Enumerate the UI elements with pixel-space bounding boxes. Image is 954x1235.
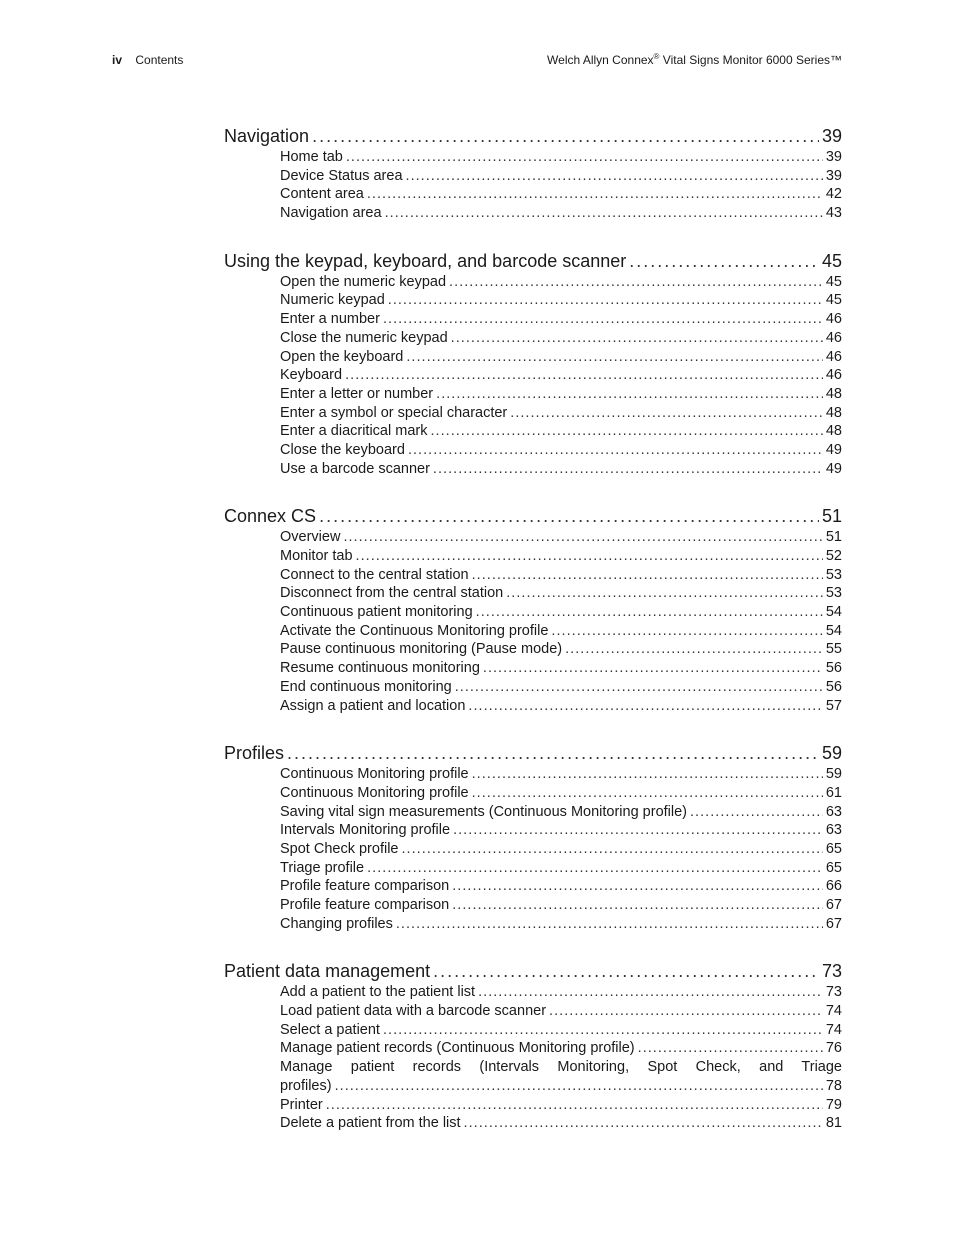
dot-leader — [406, 348, 823, 367]
page-number: iv — [112, 53, 123, 67]
entry-title: Delete a patient from the list — [280, 1115, 461, 1132]
entry-title: Resume continuous monitoring — [280, 660, 480, 677]
entry-page-number: 49 — [825, 441, 842, 458]
header-left — [112, 52, 183, 68]
entry-title: Triage profile — [280, 859, 365, 876]
dot-leader — [468, 697, 822, 716]
dot-leader — [455, 678, 823, 697]
toc-entry-row[interactable] — [280, 422, 842, 441]
toc-entry-row[interactable] — [280, 204, 842, 223]
chapter-page-number: 73 — [821, 961, 842, 982]
entry-title: Monitor tab — [280, 548, 353, 564]
chapter-title: Using the keypad, keyboard, and barcode scanner — [224, 250, 627, 271]
entry-page-number: 52 — [825, 548, 842, 564]
toc-entry-row[interactable] — [280, 821, 842, 840]
toc-chapter-row[interactable] — [224, 959, 842, 983]
dot-leader — [383, 1021, 823, 1040]
entry-page-number: 43 — [825, 205, 842, 222]
entry-title: Printer — [280, 1096, 323, 1113]
entry-page-number: 74 — [825, 1003, 842, 1020]
dot-leader — [565, 640, 823, 659]
toc-entry-row[interactable] — [280, 148, 842, 167]
entry-title: Disconnect from the central station — [280, 585, 504, 602]
toc-entry-row[interactable] — [280, 859, 842, 878]
entry-page-number: 56 — [825, 660, 842, 677]
toc-chapter-row[interactable] — [224, 504, 842, 528]
chapter-page-number: 45 — [821, 250, 842, 271]
entry-page-number: 73 — [825, 984, 842, 1001]
dot-leader — [401, 840, 822, 859]
dot-leader — [510, 404, 823, 423]
dot-leader — [629, 249, 819, 273]
entry-title: Pause continuous monitoring (Pause mode) — [280, 641, 563, 658]
toc-entry-row[interactable] — [280, 1002, 842, 1021]
dot-leader — [690, 803, 823, 822]
entry-page-number: 67 — [825, 915, 842, 932]
chapter-title: Connex CS — [224, 506, 317, 527]
entry-page-number: 49 — [825, 460, 842, 477]
entry-page-number: 45 — [825, 292, 842, 309]
dot-leader — [367, 859, 823, 878]
toc-entry-row[interactable] — [280, 366, 842, 385]
dot-leader — [551, 622, 822, 641]
toc-entry-row[interactable] — [280, 803, 842, 822]
entry-page-number: 48 — [825, 385, 842, 402]
entry-page-number: 65 — [825, 859, 842, 876]
dot-leader — [388, 291, 823, 310]
entry-title: Use a barcode scanner — [280, 460, 430, 477]
dot-leader — [346, 148, 823, 167]
dot-leader — [383, 310, 823, 329]
toc-entry-row[interactable] — [280, 185, 842, 204]
entry-title: Profile feature comparison — [280, 878, 450, 895]
entry-title: End continuous monitoring — [280, 678, 452, 695]
dot-leader — [367, 185, 823, 204]
dot-leader — [343, 528, 822, 547]
entry-page-number: 56 — [825, 678, 842, 695]
dot-leader — [464, 1114, 823, 1133]
entry-page-number: 53 — [825, 566, 842, 583]
toc-entry-row[interactable] — [280, 348, 842, 367]
entry-page-number: 51 — [825, 529, 842, 546]
toc-entry-row[interactable] — [280, 622, 842, 641]
toc-entry-row[interactable] — [280, 915, 842, 934]
toc-section — [224, 124, 842, 223]
entry-title: Enter a letter or number — [280, 385, 434, 402]
toc-entry-row[interactable] — [280, 460, 842, 479]
entry-page-number: 74 — [825, 1021, 842, 1038]
entry-page-number: 59 — [825, 766, 842, 783]
registered-mark: ® — [653, 52, 660, 61]
dot-leader — [345, 366, 823, 385]
toc-entry-row[interactable] — [280, 678, 842, 697]
dot-leader — [478, 983, 823, 1002]
entry-page-number: 42 — [825, 186, 842, 203]
dot-leader — [472, 566, 823, 585]
entry-title: Changing profiles — [280, 915, 393, 932]
toc-entry-row[interactable] — [280, 840, 842, 859]
doc-title-main: Welch Allyn Connex — [547, 53, 654, 67]
entry-page-number: 54 — [825, 622, 842, 639]
dot-leader — [319, 504, 819, 528]
toc-chapter-row[interactable] — [224, 249, 842, 273]
entry-page-number: 48 — [825, 423, 842, 440]
entry-page-number: 61 — [825, 784, 842, 801]
entry-title: Assign a patient and location — [280, 697, 466, 714]
entry-title: Enter a diacritical mark — [280, 423, 428, 440]
dot-leader — [326, 1096, 823, 1115]
dot-leader — [472, 765, 823, 784]
dot-leader — [452, 896, 823, 915]
toc-section — [224, 959, 842, 1133]
entry-title: Connect to the central station — [280, 566, 469, 583]
entry-title: Manage patient records (Intervals Monitoring, Spot Check, and Triage — [280, 1059, 842, 1076]
page-header — [112, 52, 842, 68]
dot-leader — [385, 204, 823, 223]
toc-entry-row[interactable] — [280, 329, 842, 348]
dot-leader — [638, 1039, 823, 1058]
entry-page-number: 55 — [825, 641, 842, 658]
dot-leader — [472, 784, 823, 803]
chapter-title: Patient data management — [224, 961, 431, 982]
dot-leader — [406, 167, 823, 186]
toc-entry-row[interactable] — [280, 167, 842, 186]
entry-page-number: 48 — [825, 404, 842, 421]
dot-leader — [436, 385, 823, 404]
dot-leader — [549, 1002, 823, 1021]
entry-page-number: 39 — [825, 167, 842, 184]
chapter-title: Profiles — [224, 743, 285, 764]
entry-title: Navigation area — [280, 205, 382, 222]
entry-title: Add a patient to the patient list — [280, 984, 476, 1001]
dot-leader — [506, 584, 823, 603]
entry-title: Continuous Monitoring profile — [280, 784, 469, 801]
toc-entry-row[interactable] — [280, 784, 842, 803]
entry-page-number: 53 — [825, 585, 842, 602]
toc-entry-row[interactable] — [280, 1114, 842, 1133]
table-of-contents — [224, 124, 842, 1159]
entry-page-number: 46 — [825, 311, 842, 328]
dot-leader — [396, 915, 823, 934]
toc-entry-row[interactable] — [280, 584, 842, 603]
entry-title: Continuous Monitoring profile — [280, 766, 469, 783]
header-section: Contents — [135, 53, 184, 67]
dot-leader — [356, 547, 823, 566]
entry-title: Saving vital sign measurements (Continuous Monitoring profile) — [280, 803, 687, 820]
entry-title: Profile feature comparison — [280, 897, 450, 913]
entry-page-number: 57 — [825, 697, 842, 714]
entry-title: Manage patient records (Continuous Monitoring profile) — [280, 1040, 635, 1057]
dot-leader — [433, 460, 823, 479]
entry-page-number: 39 — [825, 149, 842, 165]
entry-page-number: 46 — [825, 329, 842, 346]
dot-leader — [453, 821, 823, 840]
entry-title: Enter a number — [280, 311, 380, 328]
entry-page-number: 81 — [825, 1115, 842, 1132]
toc-chapter-row[interactable] — [224, 124, 842, 148]
entry-page-number: 46 — [825, 348, 842, 365]
dot-leader — [408, 441, 823, 460]
chapter-page-number: 59 — [821, 743, 842, 764]
toc-entry-row[interactable] — [280, 547, 842, 566]
toc-entry-row[interactable] — [280, 566, 842, 585]
toc-entry-row[interactable] — [280, 896, 842, 915]
toc-entry-row[interactable] — [280, 697, 842, 716]
entry-title: Enter a symbol or special character — [280, 404, 508, 421]
toc-entry-row[interactable] — [280, 441, 842, 460]
dot-leader — [433, 959, 819, 983]
entry-page-number: 79 — [825, 1096, 842, 1113]
chapter-title: Navigation — [224, 126, 310, 146]
entry-title: Numeric keypad — [280, 292, 385, 309]
toc-entry-row[interactable] — [280, 1039, 842, 1058]
entry-page-number: 63 — [825, 803, 842, 820]
dot-leader — [483, 659, 823, 678]
toc-entry-row[interactable] — [280, 273, 842, 292]
toc-entry-row[interactable] — [280, 640, 842, 659]
dot-leader — [430, 422, 822, 441]
entry-page-number: 66 — [825, 878, 842, 895]
entry-page-number: 78 — [825, 1077, 842, 1094]
toc-section — [224, 741, 842, 933]
chapter-page-number: 51 — [821, 506, 842, 527]
dot-leader — [312, 124, 819, 148]
entry-page-number: 76 — [825, 1040, 842, 1057]
toc-section — [224, 249, 842, 479]
document-title — [547, 52, 842, 68]
dot-leader — [451, 329, 823, 348]
toc-entry-row[interactable] — [280, 877, 842, 896]
toc-entry-row[interactable] — [280, 983, 842, 1002]
entry-title: Open the numeric keypad — [280, 273, 447, 290]
toc-chapter-row[interactable] — [224, 741, 842, 765]
entry-page-number: 65 — [825, 840, 842, 857]
dot-leader — [335, 1077, 823, 1096]
entry-title: Close the numeric keypad — [280, 329, 448, 346]
entry-title: Select a patient — [280, 1021, 380, 1038]
doc-title-series: Vital Signs Monitor 6000 Series™ — [659, 53, 842, 67]
toc-entry-row[interactable] — [280, 1096, 842, 1115]
entry-title: Overview — [280, 529, 341, 546]
toc-entry-row[interactable] — [280, 528, 842, 547]
dot-leader — [452, 877, 823, 896]
toc-entry-row[interactable] — [280, 404, 842, 423]
dot-leader — [449, 273, 823, 292]
entry-page-number: 54 — [825, 604, 842, 621]
entry-title: Continuous patient monitoring — [280, 604, 473, 621]
entry-page-number: 46 — [825, 367, 842, 384]
entry-page-number: 67 — [825, 897, 842, 913]
entry-title: Home tab — [280, 149, 343, 165]
toc-entry-row[interactable] — [280, 765, 842, 784]
entry-title: Close the keyboard — [280, 441, 405, 458]
entry-page-number: 45 — [825, 273, 842, 290]
entry-page-number: 63 — [825, 822, 842, 839]
toc-entry-row[interactable] — [280, 385, 842, 404]
entry-title: Open the keyboard — [280, 348, 404, 365]
entry-title: Load patient data with a barcode scanner — [280, 1003, 547, 1020]
toc-entry-row[interactable] — [280, 310, 842, 329]
entry-title-continued: profiles) — [280, 1077, 332, 1094]
entry-title: Activate the Continuous Monitoring profile — [280, 622, 549, 639]
toc-entry-row[interactable] — [280, 603, 842, 622]
dot-leader — [287, 741, 819, 765]
toc-entry-row[interactable] — [280, 1021, 842, 1040]
toc-entry-row[interactable] — [280, 659, 842, 678]
entry-title: Spot Check profile — [280, 840, 399, 857]
entry-title: Device Status area — [280, 167, 403, 184]
entry-title: Intervals Monitoring profile — [280, 822, 451, 839]
entry-title: Content area — [280, 186, 364, 203]
toc-entry-row[interactable] — [280, 291, 842, 310]
chapter-page-number: 39 — [821, 126, 842, 146]
toc-section — [224, 504, 842, 715]
entry-title: Keyboard — [280, 367, 343, 384]
dot-leader — [476, 603, 823, 622]
toc-entry-row[interactable] — [280, 1058, 842, 1095]
